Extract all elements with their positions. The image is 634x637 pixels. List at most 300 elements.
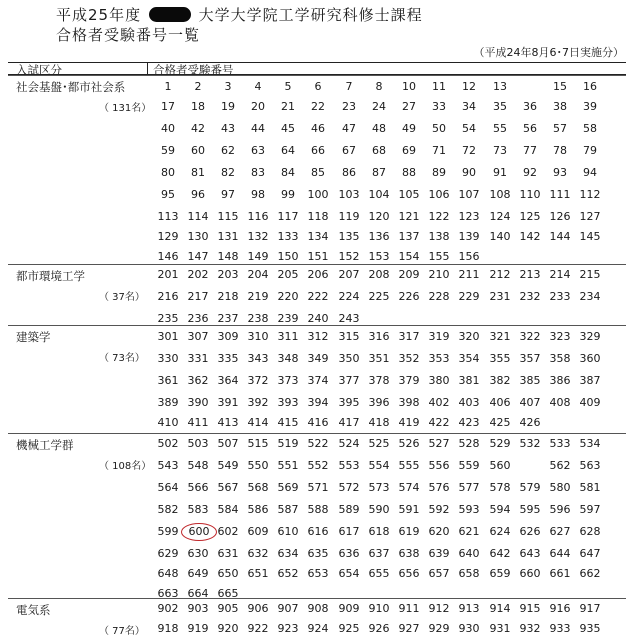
exam-number: 353 (428, 352, 450, 365)
exam-number: 654 (338, 567, 360, 580)
exam-number: 602 (217, 525, 239, 538)
exam-number: 140 (489, 230, 511, 243)
exam-number: 220 (277, 290, 299, 303)
exam-number: 232 (519, 290, 541, 303)
exam-number: 417 (338, 416, 360, 429)
exam-number: 617 (338, 525, 360, 538)
exam-number: 55 (493, 122, 507, 135)
exam-number: 647 (579, 547, 601, 560)
exam-number: 574 (398, 481, 420, 494)
exam-number: 349 (307, 352, 329, 365)
exam-number: 573 (368, 481, 390, 494)
exam-number: 39 (583, 100, 597, 113)
exam-number: 931 (489, 622, 511, 635)
exam-number: 584 (217, 503, 239, 516)
exam-number: 311 (277, 330, 299, 343)
exam-number: 534 (579, 437, 601, 450)
exam-number: 67 (342, 144, 356, 157)
exam-number: 114 (187, 210, 209, 223)
department-count: （ 131名） (99, 103, 152, 114)
exam-number: 566 (187, 481, 209, 494)
exam-number: 526 (398, 437, 420, 450)
table-row (0, 587, 618, 602)
exam-number: 90 (462, 166, 476, 179)
highlighted-exam-number: 600 (181, 523, 217, 541)
exam-number: 218 (217, 290, 239, 303)
exam-number: 569 (277, 481, 299, 494)
table-row (0, 437, 618, 452)
exam-number: 576 (428, 481, 450, 494)
exam-number: 554 (368, 459, 390, 472)
exam-number: 935 (579, 622, 601, 635)
exam-number: 563 (579, 459, 601, 472)
exam-number: 322 (519, 330, 541, 343)
exam-number: 13 (493, 80, 507, 93)
exam-number: 377 (338, 374, 360, 387)
table-row (0, 290, 618, 305)
exam-number: 663 (157, 587, 179, 600)
exam-number: 364 (217, 374, 239, 387)
exam-number: 656 (398, 567, 420, 580)
table-row (0, 230, 618, 245)
exam-number: 22 (311, 100, 325, 113)
exam-number: 572 (338, 481, 360, 494)
exam-number: 233 (549, 290, 571, 303)
exam-number: 597 (579, 503, 601, 516)
exam-number: 18 (191, 100, 205, 113)
exam-number: 49 (402, 122, 416, 135)
exam-number: 624 (489, 525, 511, 538)
exam-number: 130 (187, 230, 209, 243)
exam-number: 129 (157, 230, 179, 243)
exam-number: 97 (221, 188, 235, 201)
exam-number: 210 (428, 268, 450, 281)
exam-number: 522 (307, 437, 329, 450)
table-row (0, 144, 618, 159)
exam-number: 44 (251, 122, 265, 135)
exam-number: 156 (458, 250, 480, 263)
exam-number: 549 (217, 459, 239, 472)
exam-number: 382 (489, 374, 511, 387)
table-row (0, 602, 618, 617)
exam-number: 11 (432, 80, 446, 93)
table-row (0, 250, 618, 265)
exam-number: 915 (519, 602, 541, 615)
exam-number: 27 (402, 100, 416, 113)
table-row (0, 416, 618, 431)
exam-number: 379 (398, 374, 420, 387)
exam-number: 73 (493, 144, 507, 157)
exam-number: 638 (398, 547, 420, 560)
exam-number: 146 (157, 250, 179, 263)
exam-number: 628 (579, 525, 601, 538)
exam-number: 618 (368, 525, 390, 538)
exam-number: 419 (398, 416, 420, 429)
exam-number: 34 (462, 100, 476, 113)
exam-number: 56 (523, 122, 537, 135)
exam-number: 202 (187, 268, 209, 281)
exam-number: 8 (375, 80, 383, 93)
exam-number: 403 (458, 396, 480, 409)
exam-number: 650 (217, 567, 239, 580)
exam-number: 92 (523, 166, 537, 179)
exam-number: 555 (398, 459, 420, 472)
exam-number: 519 (277, 437, 299, 450)
exam-number: 81 (191, 166, 205, 179)
exam-number: 126 (549, 210, 571, 223)
exam-number: 567 (217, 481, 239, 494)
exam-number: 144 (549, 230, 571, 243)
exam-number: 231 (489, 290, 511, 303)
exam-number: 43 (221, 122, 235, 135)
exam-number: 155 (428, 250, 450, 263)
exam-number: 105 (398, 188, 420, 201)
exam-number: 127 (579, 210, 601, 223)
exam-number: 106 (428, 188, 450, 201)
exam-number: 68 (372, 144, 386, 157)
exam-number: 552 (307, 459, 329, 472)
column-header-numbers: 合格者受験番号 (153, 63, 234, 77)
exam-number: 533 (549, 437, 571, 450)
table-row (0, 268, 618, 283)
exam-number: 229 (458, 290, 480, 303)
table-row (0, 210, 618, 225)
exam-number: 234 (579, 290, 601, 303)
exam-number: 15 (553, 80, 567, 93)
exam-number: 416 (307, 416, 329, 429)
exam-number: 627 (549, 525, 571, 538)
exam-number: 610 (277, 525, 299, 538)
exam-number: 908 (307, 602, 329, 615)
exam-number: 914 (489, 602, 511, 615)
exam-number: 543 (157, 459, 179, 472)
exam-number: 571 (307, 481, 329, 494)
table-row (0, 188, 618, 203)
exam-number: 50 (432, 122, 446, 135)
exam-number: 414 (247, 416, 269, 429)
exam-number: 36 (523, 100, 537, 113)
exam-number: 147 (187, 250, 209, 263)
exam-number: 355 (489, 352, 511, 365)
exam-number: 653 (307, 567, 329, 580)
exam-number: 80 (161, 166, 175, 179)
exam-number: 560 (489, 459, 511, 472)
exam-number: 88 (402, 166, 416, 179)
exam-number: 64 (281, 144, 295, 157)
exam-number: 407 (519, 396, 541, 409)
column-header-category: 入試区分 (16, 63, 62, 77)
exam-number: 7 (345, 80, 353, 93)
exam-number: 153 (368, 250, 390, 263)
exam-number: 99 (281, 188, 295, 201)
exam-number: 422 (428, 416, 450, 429)
exam-number: 916 (549, 602, 571, 615)
exam-number: 209 (398, 268, 420, 281)
exam-number: 411 (187, 416, 209, 429)
exam-number: 139 (458, 230, 480, 243)
exam-number: 216 (157, 290, 179, 303)
exam-number: 45 (281, 122, 295, 135)
exam-number: 84 (281, 166, 295, 179)
exam-number: 236 (187, 312, 209, 325)
exam-number: 548 (187, 459, 209, 472)
exam-number: 219 (247, 290, 269, 303)
exam-number: 503 (187, 437, 209, 450)
exam-number: 385 (519, 374, 541, 387)
exam-number: 206 (307, 268, 329, 281)
exam-number: 93 (553, 166, 567, 179)
exam-number: 1 (164, 80, 172, 93)
section-divider (8, 433, 626, 434)
exam-number: 307 (187, 330, 209, 343)
exam-number: 562 (549, 459, 571, 472)
exam-number: 316 (368, 330, 390, 343)
exam-number: 362 (187, 374, 209, 387)
exam-number: 310 (247, 330, 269, 343)
exam-number: 658 (458, 567, 480, 580)
exam-number: 46 (311, 122, 325, 135)
exam-number: 329 (579, 330, 601, 343)
exam-number: 616 (307, 525, 329, 538)
exam-number: 214 (549, 268, 571, 281)
exam-number: 348 (277, 352, 299, 365)
exam-number: 133 (277, 230, 299, 243)
exam-number: 151 (307, 250, 329, 263)
exam-number: 96 (191, 188, 205, 201)
exam-number: 410 (157, 416, 179, 429)
redaction-mark (149, 7, 191, 22)
exam-number: 217 (187, 290, 209, 303)
title-prefix: 平成25年度 (56, 6, 142, 24)
table-row (0, 525, 618, 540)
exam-number: 406 (489, 396, 511, 409)
exam-number: 391 (217, 396, 239, 409)
table-row (0, 100, 618, 115)
table-row (0, 80, 618, 95)
exam-number: 66 (311, 144, 325, 157)
exam-number: 48 (372, 122, 386, 135)
exam-number: 94 (583, 166, 597, 179)
exam-number: 351 (368, 352, 390, 365)
exam-number: 389 (157, 396, 179, 409)
exam-number: 5 (284, 80, 292, 93)
exam-number: 95 (161, 188, 175, 201)
exam-number: 381 (458, 374, 480, 387)
exam-number: 125 (519, 210, 541, 223)
table-row (0, 396, 618, 411)
exam-number: 208 (368, 268, 390, 281)
table-row (0, 459, 618, 474)
exam-number: 213 (519, 268, 541, 281)
exam-number: 532 (519, 437, 541, 450)
exam-number: 903 (187, 602, 209, 615)
exam-number: 312 (307, 330, 329, 343)
exam-number: 357 (519, 352, 541, 365)
exam-number: 906 (247, 602, 269, 615)
exam-number: 651 (247, 567, 269, 580)
exam-number: 330 (157, 352, 179, 365)
title-suffix: 大学大学院工学研究科修士課程 (198, 6, 423, 24)
exam-number: 78 (553, 144, 567, 157)
exam-number: 331 (187, 352, 209, 365)
exam-number: 203 (217, 268, 239, 281)
exam-number: 91 (493, 166, 507, 179)
table-row (0, 481, 618, 496)
exam-number: 119 (338, 210, 360, 223)
exam-number: 240 (307, 312, 329, 325)
exam-number: 111 (549, 188, 571, 201)
exam-number: 58 (583, 122, 597, 135)
exam-number: 581 (579, 481, 601, 494)
exam-number: 309 (217, 330, 239, 343)
exam-number: 60 (191, 144, 205, 157)
department-count: （ 77名） (99, 626, 145, 637)
exam-number: 138 (428, 230, 450, 243)
exam-number: 409 (579, 396, 601, 409)
department-name: 建築学 (16, 330, 51, 344)
exam-number: 652 (277, 567, 299, 580)
exam-number: 21 (281, 100, 295, 113)
exam-number: 644 (549, 547, 571, 560)
exam-number: 323 (549, 330, 571, 343)
exam-number: 136 (368, 230, 390, 243)
exam-number: 82 (221, 166, 235, 179)
exam-number: 589 (338, 503, 360, 516)
department-count: （ 73名） (99, 353, 145, 364)
exam-number: 360 (579, 352, 601, 365)
exam-number: 40 (161, 122, 175, 135)
exam-number: 87 (372, 166, 386, 179)
exam-number: 577 (458, 481, 480, 494)
exam-number: 660 (519, 567, 541, 580)
exam-number: 2 (194, 80, 202, 93)
exam-number: 152 (338, 250, 360, 263)
exam-number: 205 (277, 268, 299, 281)
exam-number: 35 (493, 100, 507, 113)
exam-number: 550 (247, 459, 269, 472)
exam-number: 922 (247, 622, 269, 635)
exam-number: 23 (342, 100, 356, 113)
exam-number: 77 (523, 144, 537, 157)
exam-number: 423 (458, 416, 480, 429)
exam-number: 358 (549, 352, 571, 365)
exam-number: 207 (338, 268, 360, 281)
table-row (0, 547, 618, 562)
exam-number: 396 (368, 396, 390, 409)
exam-number: 123 (458, 210, 480, 223)
column-header-divider (147, 62, 148, 74)
exam-number: 110 (519, 188, 541, 201)
exam-number: 63 (251, 144, 265, 157)
exam-number: 320 (458, 330, 480, 343)
exam-number: 595 (519, 503, 541, 516)
exam-number: 317 (398, 330, 420, 343)
exam-number: 226 (398, 290, 420, 303)
exam-number: 42 (191, 122, 205, 135)
exam-number: 395 (338, 396, 360, 409)
exam-number: 137 (398, 230, 420, 243)
exam-number: 57 (553, 122, 567, 135)
exam-number: 664 (187, 587, 209, 600)
exam-number: 559 (458, 459, 480, 472)
exam-number: 19 (221, 100, 235, 113)
exam-number: 301 (157, 330, 179, 343)
exam-number: 237 (217, 312, 239, 325)
department-name: 機械工学群 (16, 438, 74, 452)
exam-number: 222 (307, 290, 329, 303)
exam-number: 425 (489, 416, 511, 429)
exam-number: 909 (338, 602, 360, 615)
exam-number: 228 (428, 290, 450, 303)
exam-number: 224 (338, 290, 360, 303)
exam-number: 568 (247, 481, 269, 494)
exam-number: 122 (428, 210, 450, 223)
exam-number: 69 (402, 144, 416, 157)
exam-number: 413 (217, 416, 239, 429)
exam-number: 587 (277, 503, 299, 516)
exam-number: 120 (368, 210, 390, 223)
exam-number: 10 (402, 80, 416, 93)
exam-number: 926 (368, 622, 390, 635)
exam-number: 72 (462, 144, 476, 157)
department-name: 電気系 (16, 603, 51, 617)
exam-number: 225 (368, 290, 390, 303)
exam-number: 71 (432, 144, 446, 157)
exam-number: 402 (428, 396, 450, 409)
exam-number: 215 (579, 268, 601, 281)
exam-number: 108 (489, 188, 511, 201)
exam-number: 932 (519, 622, 541, 635)
exam-number: 925 (338, 622, 360, 635)
exam-number: 117 (277, 210, 299, 223)
exam-number: 599 (157, 525, 179, 538)
exam-number: 354 (458, 352, 480, 365)
exam-number: 919 (187, 622, 209, 635)
exam-number: 62 (221, 144, 235, 157)
exam-number: 380 (428, 374, 450, 387)
exam-number: 335 (217, 352, 239, 365)
table-row (0, 122, 618, 137)
exam-number: 630 (187, 547, 209, 560)
exam-number: 640 (458, 547, 480, 560)
exam-number: 578 (489, 481, 511, 494)
exam-number: 621 (458, 525, 480, 538)
exam-number: 525 (368, 437, 390, 450)
exam-number: 643 (519, 547, 541, 560)
header-top-rule (8, 62, 626, 63)
exam-number: 374 (307, 374, 329, 387)
exam-number: 642 (489, 547, 511, 560)
exam-number: 636 (338, 547, 360, 560)
exam-number: 629 (157, 547, 179, 560)
exam-number: 24 (372, 100, 386, 113)
exam-number: 910 (368, 602, 390, 615)
exam-number: 556 (428, 459, 450, 472)
exam-number: 920 (217, 622, 239, 635)
exam-number: 591 (398, 503, 420, 516)
exam-number: 913 (458, 602, 480, 615)
exam-number: 115 (217, 210, 239, 223)
exam-number: 211 (458, 268, 480, 281)
table-row (0, 312, 618, 327)
exam-number: 661 (549, 567, 571, 580)
exam-number: 149 (247, 250, 269, 263)
exam-number: 398 (398, 396, 420, 409)
exam-number: 112 (579, 188, 601, 201)
exam-number: 924 (307, 622, 329, 635)
exam-number: 343 (247, 352, 269, 365)
exam-number: 12 (462, 80, 476, 93)
